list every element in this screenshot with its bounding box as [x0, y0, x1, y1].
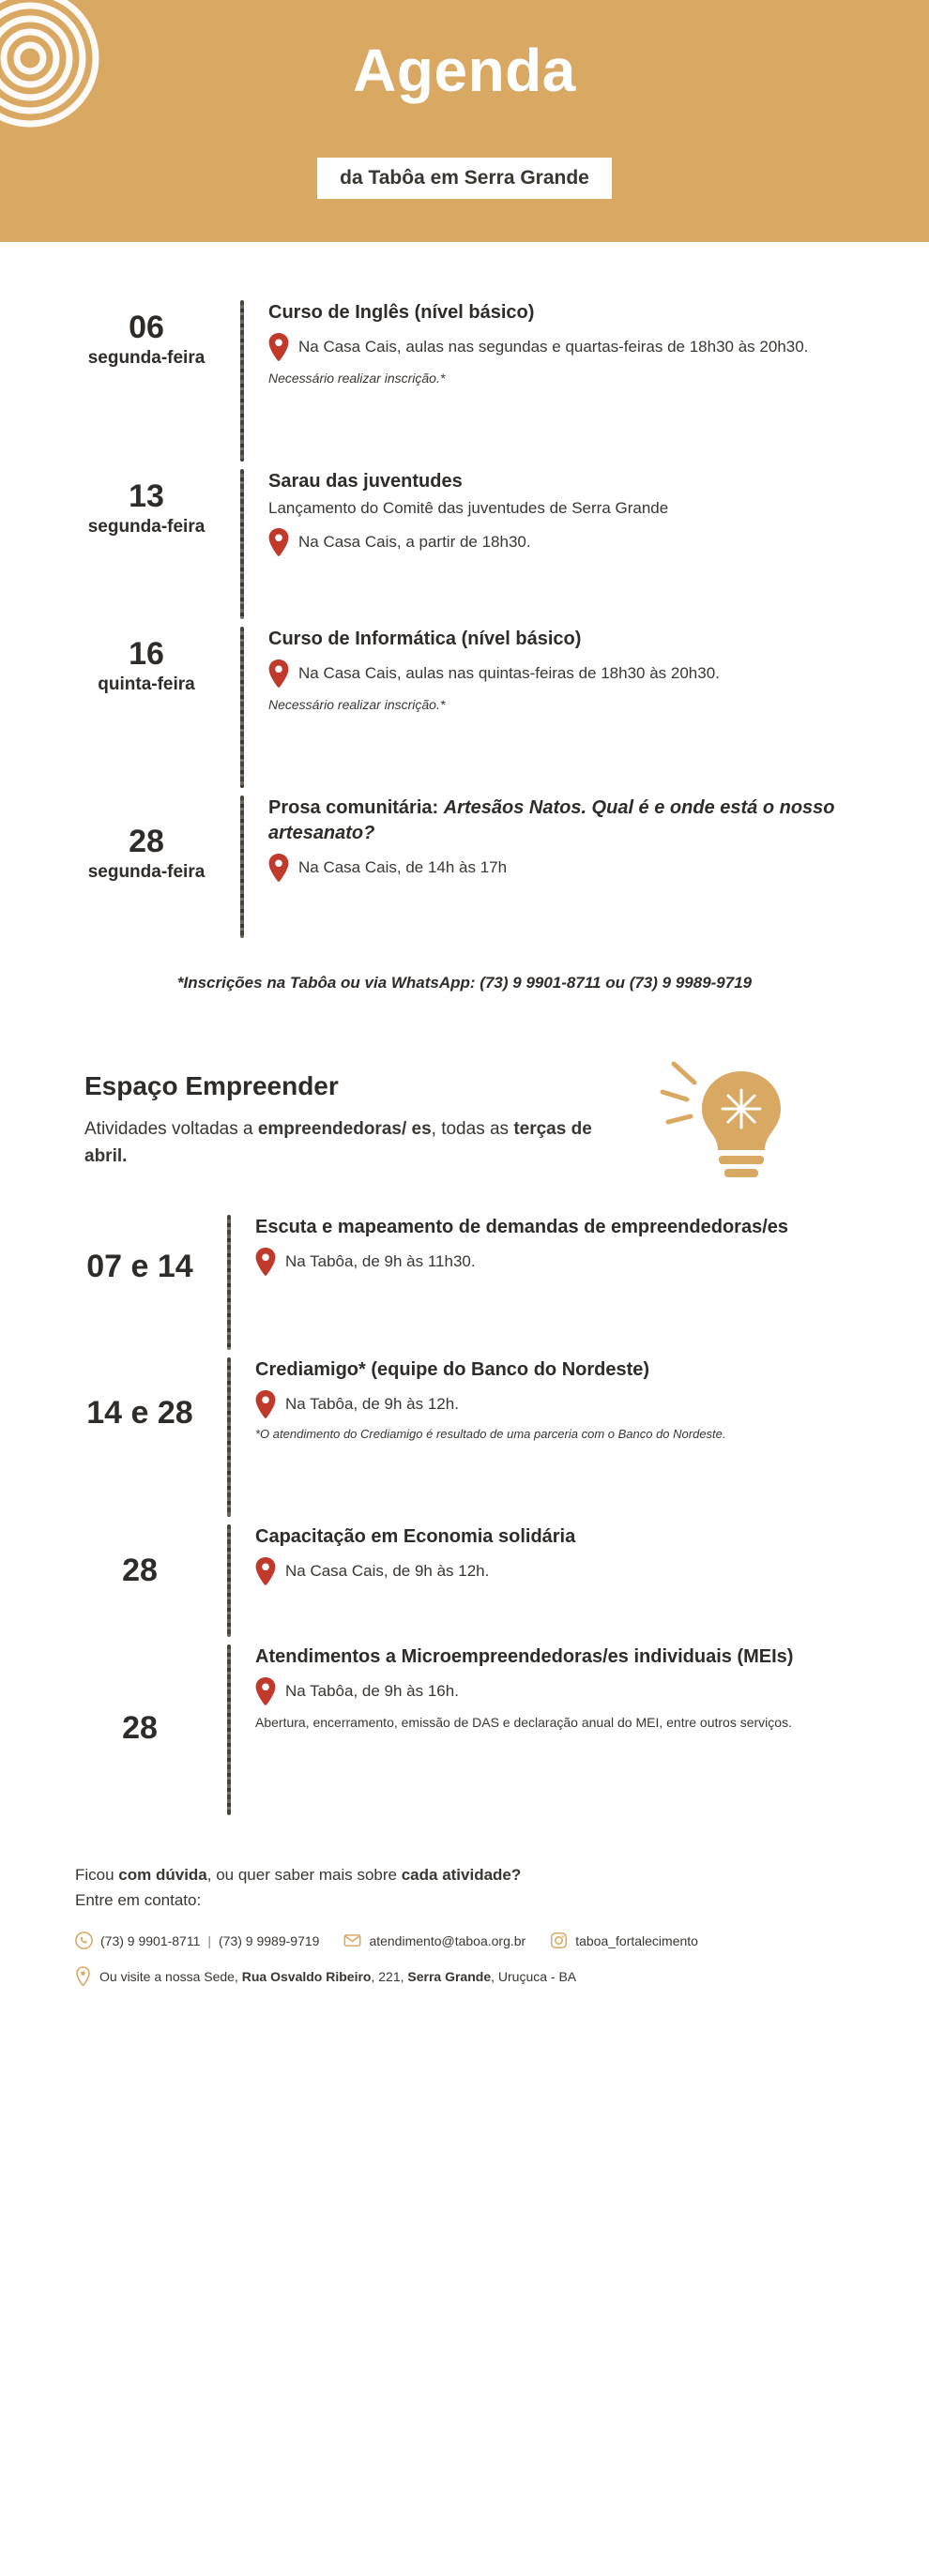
event-date: [53, 1211, 227, 1285]
event-day-number: 06: [129, 310, 164, 345]
event-item: [53, 623, 876, 792]
empreender-event-list: [0, 1211, 929, 1819]
empreender-description: Atividades voltadas a empreendedoras/ es, todas as terças de abril.: [84, 1119, 592, 1166]
whatsapp-icon: [75, 1932, 93, 1949]
map-pin-icon: [75, 1966, 91, 1987]
event-body: [244, 296, 876, 392]
event-item: [53, 1354, 876, 1521]
event-body: [244, 465, 876, 560]
event-location-row: [268, 659, 876, 688]
event-body: [231, 1354, 876, 1447]
contact-separator: |: [207, 1932, 212, 1948]
phone-1-text: (73) 9 9901-8711: [100, 1932, 201, 1948]
phone-2-text: (73) 9 9989-9719: [219, 1932, 320, 1948]
event-date: [53, 296, 240, 371]
event-day-number: 28: [122, 1553, 158, 1588]
lightbulb-icon: [657, 1054, 807, 1186]
address-text: Ou visite a nossa Sede, Rua Osvaldo Ribeiro, 221, Serra Grande, Uruçuca - BA: [99, 1969, 577, 1985]
footer-contacts: [75, 1932, 854, 1949]
contact-instagram[interactable]: [550, 1932, 698, 1949]
event-date: [53, 1354, 227, 1432]
event-subtitle: Lançamento do Comitê das juventudes de Serra Grande: [268, 499, 669, 517]
event-body: [244, 792, 876, 886]
instagram-text: taboa_fortalecimento: [575, 1932, 698, 1948]
event-weekday: quinta-feira: [98, 674, 195, 695]
event-title: Atendimentos a Microempreendedoras/es individuais (MEIs): [255, 1646, 794, 1667]
event-day-number: 28: [129, 824, 164, 859]
event-note: Necessário realizar inscrição.*: [268, 371, 446, 386]
event-day-number: 07 e 14: [86, 1249, 193, 1284]
event-location-row: [268, 333, 876, 361]
event-day-number: 14 e 28: [86, 1395, 193, 1431]
event-item: [53, 1211, 876, 1354]
event-date: [53, 465, 240, 540]
event-day-number: 16: [129, 636, 164, 672]
inscriptions-note: *Inscrições na Tabôa ou via WhatsApp: (73) 9 9901-8711 ou (73) 9 9989-9719: [176, 974, 753, 992]
map-pin-icon: [268, 333, 289, 361]
instagram-icon: [550, 1932, 568, 1949]
event-body: [244, 623, 876, 719]
empreender-header: [0, 1071, 929, 1170]
event-title: Crediamigo* (equipe do Banco do Nordeste): [255, 1359, 650, 1380]
event-note: Abertura, encerramento, emissão de DAS e declaração anual do MEI, entre outros serviços.: [255, 1715, 792, 1730]
event-location-row: [268, 528, 876, 556]
event-title: [268, 796, 876, 846]
event-date: [53, 1641, 227, 1747]
event-location-row: [255, 1248, 876, 1276]
envelope-icon: [343, 1932, 361, 1949]
event-date: [53, 1521, 227, 1589]
event-note: *O atendimento do Crediamigo é resultado de uma parceria com o Banco do Nordeste.: [255, 1427, 726, 1441]
event-date: [53, 623, 240, 698]
map-pin-icon: [255, 1248, 276, 1276]
event-body: [231, 1211, 876, 1280]
event-day-number: 28: [122, 1710, 158, 1746]
page-title: Agenda: [353, 37, 576, 104]
footer-question: Ficou com dúvida, ou quer saber mais sobre cada atividade? Entre em contato:: [75, 1866, 522, 1910]
map-pin-icon: [268, 659, 289, 688]
page-footer: [0, 1862, 929, 2015]
event-body: [231, 1641, 876, 1735]
event-item: [53, 465, 876, 623]
event-location-text: Na Tabôa, de 9h às 11h30.: [285, 1252, 476, 1270]
page-header: [0, 0, 929, 242]
event-title: Escuta e mapeamento de demandas de empreendedoras/es: [255, 1217, 788, 1237]
event-weekday: segunda-feira: [87, 517, 206, 538]
empreender-title: Espaço Empreender: [84, 1071, 339, 1100]
event-title-plain: Prosa comunitária:: [268, 797, 444, 818]
event-location-text: Na Tabôa, de 9h às 12h.: [285, 1395, 459, 1413]
map-pin-icon: [255, 1557, 276, 1585]
event-location-row: [268, 854, 876, 882]
event-item: [53, 792, 876, 942]
footer-address: [75, 1966, 854, 1987]
event-location-row: [255, 1390, 876, 1418]
page-subtitle-wrap: [0, 158, 929, 199]
event-item: [53, 1521, 876, 1641]
event-location-text: Na Tabôa, de 9h às 16h.: [285, 1682, 459, 1700]
page-subtitle: da Tabôa em Serra Grande: [317, 158, 612, 199]
event-date: [53, 792, 240, 886]
event-location-row: [255, 1557, 876, 1585]
map-pin-icon: [268, 528, 289, 556]
event-title: Curso de Inglês (nível básico): [268, 302, 535, 323]
event-weekday: segunda-feira: [87, 862, 206, 883]
event-item: [53, 296, 876, 465]
event-title: Curso de Informática (nível básico): [268, 629, 582, 649]
contact-email[interactable]: [343, 1932, 525, 1949]
map-pin-icon: [255, 1390, 276, 1418]
email-text: atendimento@taboa.org.br: [369, 1932, 526, 1948]
event-weekday: segunda-feira: [87, 348, 206, 369]
contact-phone[interactable]: [75, 1932, 319, 1949]
event-item: [53, 1641, 876, 1819]
event-title: Sarau das juventudes: [268, 471, 463, 492]
event-location-row: [255, 1677, 876, 1705]
map-pin-icon: [268, 854, 289, 882]
event-title: Capacitação em Economia solidária: [255, 1526, 576, 1547]
event-location-text: Na Casa Cais, a partir de 18h30.: [298, 532, 531, 551]
event-location-text: Na Casa Cais, aulas nas segundas e quartas-feiras de 18h30 às 20h30.: [298, 338, 809, 356]
event-location-text: Na Casa Cais, de 14h às 17h: [298, 858, 508, 876]
event-location-text: Na Casa Cais, aulas nas quintas-feiras de 18h30 às 20h30.: [298, 664, 720, 682]
event-note: Necessário realizar inscrição.*: [268, 697, 446, 712]
event-title-italic: Artesãos Natos. Qual é e onde está o nosso artesanato?: [268, 797, 835, 843]
main-event-list: [0, 296, 929, 993]
event-location-text: Na Casa Cais, de 9h às 12h.: [285, 1562, 490, 1580]
event-body: [231, 1521, 876, 1589]
map-pin-icon: [255, 1677, 276, 1705]
event-day-number: 13: [129, 478, 164, 514]
